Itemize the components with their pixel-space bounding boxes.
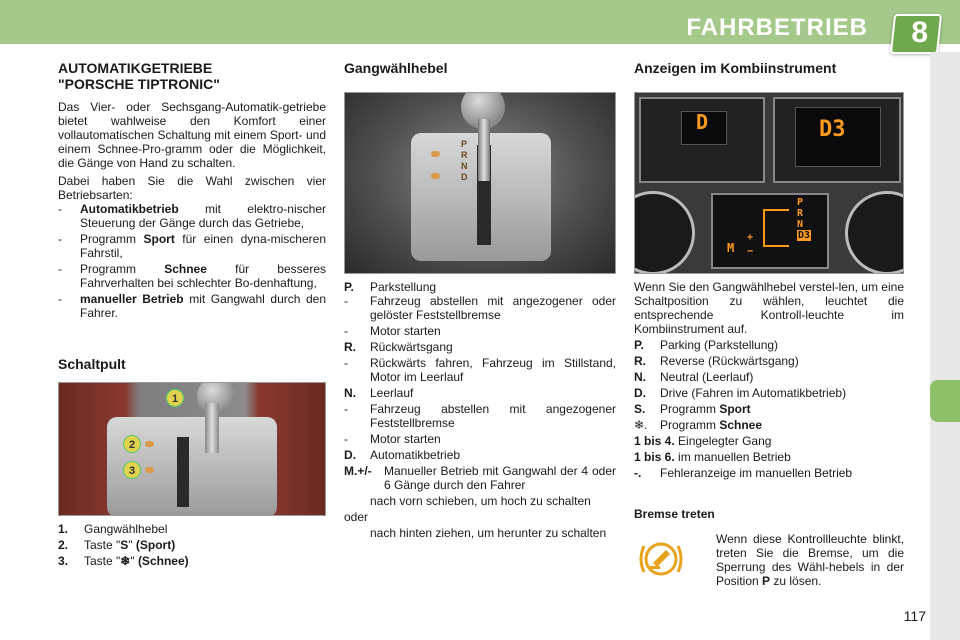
brake-block	[634, 532, 904, 598]
brake-text: Wenn diese Kontrollleuchte blinkt, treten Sie die Bremse, um die Sperrung des Wähl-hebels in der Position P zu lösen.	[716, 532, 904, 588]
column-cluster	[634, 60, 904, 598]
gear-item: N. Leerlauf	[344, 386, 414, 400]
gear-item-manual: M.+/- Manueller Betrieb mit Gangwahl der 4 oder 6 Gänge durch den Fahrer	[344, 464, 616, 492]
gear-display: M + − P R N D3	[711, 193, 829, 269]
display-item: S. Programm Sport	[634, 402, 751, 416]
shift-gate	[177, 437, 189, 507]
intro-text: Das Vier- oder Sechsgang-Automatik-getriebe bietet wahlweise den Komfort einer vollautomatischen Schaltung mit einem Sport- und einem Schnee-Pro-gramm oder die Möglichkeit, die Gänge von Hand zu schalten.	[58, 100, 326, 170]
oder-text: oder	[344, 510, 369, 524]
legend-item: 2. Taste "S" (Sport)	[58, 538, 176, 552]
speedometer	[845, 191, 904, 274]
snow-button	[145, 467, 154, 473]
cluster-view-2: D3	[773, 97, 901, 183]
tachometer	[634, 191, 695, 274]
section-title: Gangwählhebel	[344, 60, 448, 76]
brake-title: Bremse treten	[634, 507, 715, 521]
gear-note: - Motor starten	[344, 324, 441, 338]
lever-shaft	[205, 403, 219, 453]
gear-note: - Rückwärts fahren, Fahrzeug im Stillstand, Motor im Leerlauf	[344, 356, 616, 384]
callout-1: 1	[166, 389, 184, 407]
push-note: nach vorn schieben, um hoch zu schalten	[370, 494, 591, 508]
gear-item: D. Automatikbetrieb	[344, 448, 461, 462]
fault-item: -. Fehleranzeige im manuellen Betrieb	[634, 466, 853, 480]
modes-intro: Dabei haben Sie die Wahl zwischen vier Betriebsarten:	[58, 174, 326, 202]
brake-warning-icon	[638, 536, 684, 582]
sport-button	[145, 441, 154, 447]
console-photo	[58, 382, 326, 516]
legend-item: 1. Gangwählhebel	[58, 522, 168, 536]
mode-item: - Automatikbetrieb mit elektro-nischer Steuerung der Gänge durch das Getriebe,	[58, 202, 326, 230]
chapter-sidebar	[930, 52, 960, 640]
callout-3: 3	[123, 461, 141, 479]
selector-shaft	[478, 119, 490, 181]
callout-2: 2	[123, 435, 141, 453]
display-item: ❄. Programm Schnee	[634, 418, 763, 432]
gear-range: 1 bis 4. Eingelegter Gang	[634, 434, 772, 448]
cluster-view-1: D	[639, 97, 765, 183]
display-item: P. Parking (Parkstellung)	[634, 338, 779, 352]
gear-note: - Fahrzeug abstellen mit angezogener Feststellbremse	[344, 402, 616, 430]
gear-item: P. Parkstellung	[344, 280, 437, 294]
display-item: N. Neutral (Leerlauf)	[634, 370, 754, 384]
legend-item: 3. Taste "❄" (Schnee)	[58, 554, 189, 568]
page-number: 117	[903, 608, 926, 624]
mode-item: - Programm Sport für einen dyna-mischeren Fahrstil,	[58, 232, 326, 260]
cluster-intro: Wenn Sie den Gangwählhebel verstel-len, um eine Schaltposition zu wählen, leuchtet die entsprechende Kontroll-leuchte im Kombiinstrument auf.	[634, 280, 904, 336]
mode-item: - manueller Betrieb mit Gangwahl durch den Fahrer.	[58, 292, 327, 320]
section-title: AUTOMATIKGETRIEBE "PORSCHE TIPTRONIC"	[58, 60, 220, 92]
pull-note: nach hinten ziehen, um herunter zu schalten	[370, 526, 607, 540]
gear-note: - Motor starten	[344, 432, 441, 446]
display-item: R. Reverse (Rückwärtsgang)	[634, 354, 799, 368]
sport-led	[431, 151, 440, 157]
chapter-tab[interactable]	[930, 380, 960, 422]
snow-led	[431, 173, 440, 179]
chapter-number: 8	[911, 16, 928, 49]
page-title: FAHRBETRIEB	[686, 14, 868, 41]
gear-item: R. Rückwärtsgang	[344, 340, 453, 354]
cluster-photo	[634, 92, 904, 274]
column-automatic	[58, 60, 326, 568]
mode-item: - Programm Schnee für besseres Fahrverhalten bei schlechter Bo-denhaftung,	[58, 262, 326, 290]
selector-letters: P R N D	[461, 139, 468, 182]
gear-range-manual: 1 bis 6. im manuellen Betrieb	[634, 450, 791, 464]
schaltpult-title: Schaltpult	[58, 356, 126, 372]
section-title: Anzeigen im Kombiinstrument	[634, 60, 837, 76]
display-item: D. Drive (Fahren im Automatikbetrieb)	[634, 386, 847, 400]
column-selector	[344, 60, 616, 540]
selector-photo	[344, 92, 616, 274]
gear-note: - Fahrzeug abstellen mit angezogener oder gelöster Feststellbremse	[344, 294, 616, 322]
